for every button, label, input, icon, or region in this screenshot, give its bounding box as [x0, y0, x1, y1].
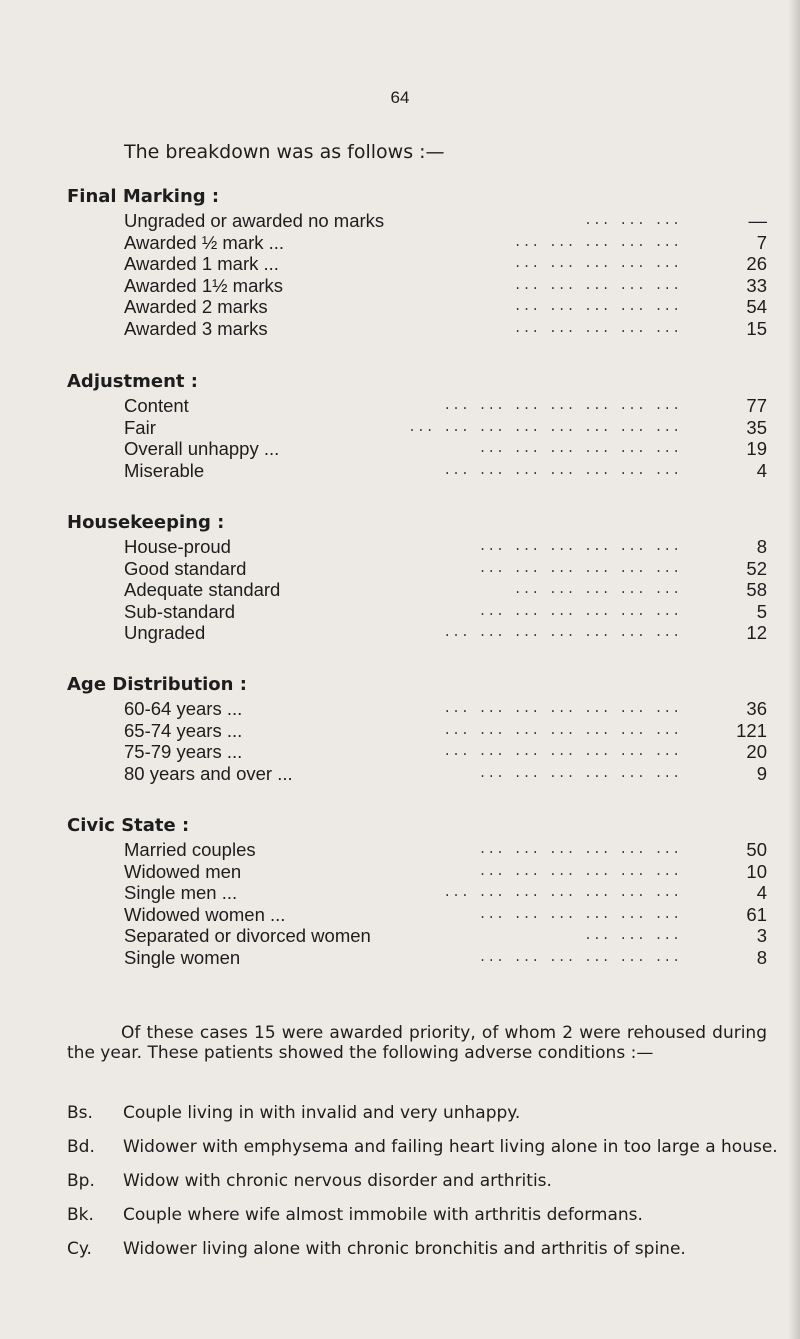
leader-dots: ... ... ... ... ... ...: [478, 842, 681, 857]
leader-dots: ... ... ... ... ... ...: [478, 539, 681, 554]
row-label: Married couples: [124, 839, 256, 860]
table-row: [124, 253, 767, 275]
page-number: 64: [390, 88, 410, 107]
section-age-distribution: [67, 672, 767, 784]
intro-line: The breakdown was as follows :—: [124, 141, 445, 163]
leader-dots: ... ... ... ... ...: [513, 320, 681, 336]
section-adjustment: [67, 369, 767, 481]
table-row: [124, 296, 767, 318]
leader-dots: ... ... ... ... ... ... ...: [443, 722, 681, 738]
row-label: Awarded 1 mark ...: [124, 253, 279, 274]
row-label: Widowed women ...: [124, 903, 286, 925]
row-value: 5: [756, 600, 767, 622]
leader-dots: ... ... ... ... ...: [513, 299, 681, 314]
row-label: Miserable: [124, 459, 205, 481]
table-row: [124, 741, 767, 763]
leader-dots: ... ... ... ... ... ... ...: [443, 744, 681, 759]
row-label: Single women: [124, 946, 241, 968]
row-label: Overall unhappy ...: [124, 438, 280, 459]
row-label: Adequate standard: [124, 579, 281, 600]
leader-dots: ... ... ... ... ... ... ...: [443, 398, 681, 413]
section-heading: Adjustment :: [67, 371, 198, 392]
table-row: [124, 601, 767, 623]
row-label: Awarded 2 marks: [124, 296, 268, 317]
table-row: [124, 904, 767, 926]
table-row: [124, 622, 767, 644]
row-label: 65-74 years ...: [124, 719, 243, 741]
leader-dots: ... ... ... ... ...: [513, 256, 681, 271]
row-label: Good standard: [124, 557, 247, 579]
case-code: Bs.: [67, 1103, 93, 1123]
case-description: Widower living alone with chronic bronchitis and arthritis of spine.: [123, 1239, 686, 1259]
case-description: Couple where wife almost immobile with arthritis deformans.: [123, 1205, 643, 1225]
row-value: 26: [746, 253, 767, 274]
table-row: [124, 925, 767, 947]
row-value: 3: [756, 925, 767, 946]
row-value: 10: [746, 860, 767, 882]
section-heading: Civic State :: [67, 815, 190, 836]
row-label: Separated or divorced women: [124, 925, 371, 946]
row-value: 20: [746, 741, 767, 762]
row-value: 33: [746, 274, 767, 296]
table-row: [124, 536, 767, 558]
leader-dots: ... ... ... ... ... ... ... ...: [408, 419, 681, 435]
leader-dots: ... ... ... ... ... ... ...: [443, 701, 681, 716]
row-value: 4: [756, 459, 767, 481]
table-row: [124, 395, 767, 417]
row-value: 4: [756, 882, 767, 903]
table-row: [124, 947, 767, 969]
table-row: [124, 417, 767, 439]
leader-dots: ... ... ... ... ... ...: [478, 441, 681, 456]
section-housekeeping: [67, 510, 767, 644]
row-label: Ungraded: [124, 622, 206, 643]
leader-dots: ... ... ... ... ... ...: [478, 560, 681, 576]
row-value: 35: [746, 416, 767, 438]
section-final-marking: [67, 184, 767, 339]
case-code: Bd.: [67, 1137, 95, 1157]
case-code: Bk.: [67, 1205, 94, 1225]
row-value: 7: [756, 231, 767, 253]
leader-dots: ... ... ... ... ...: [513, 277, 681, 293]
row-label: 60-64 years ...: [124, 698, 243, 719]
row-label: Single men ...: [124, 882, 238, 903]
leader-dots: ... ... ... ... ... ...: [478, 863, 681, 879]
row-label: Sub-standard: [124, 600, 236, 622]
table-row: [124, 558, 767, 580]
row-value: 52: [746, 557, 767, 579]
leader-dots: ... ... ... ... ... ... ...: [443, 462, 681, 478]
row-label: Ungraded or awarded no marks: [124, 210, 385, 231]
row-label: House-proud: [124, 536, 231, 557]
leader-dots: ... ... ... ... ... ...: [478, 603, 681, 619]
row-label: 75-79 years ...: [124, 741, 243, 762]
table-row: [124, 460, 767, 482]
table-row: [124, 318, 767, 340]
case-code: Cy.: [67, 1239, 92, 1259]
section-heading: Age Distribution :: [67, 674, 247, 695]
leader-dots: ... ... ...: [584, 928, 681, 943]
table-row: [124, 698, 767, 720]
row-value: 50: [746, 839, 767, 860]
row-value: 9: [756, 762, 767, 784]
leader-dots: ... ... ... ... ...: [513, 582, 681, 597]
row-value: 121: [736, 719, 767, 741]
row-value: 8: [756, 946, 767, 968]
table-row: [124, 882, 767, 904]
table-row: [124, 232, 767, 254]
row-label: Awarded 3 marks: [124, 317, 268, 339]
row-value: —: [748, 210, 767, 231]
row-value: 77: [746, 395, 767, 416]
list-item: [67, 1171, 779, 1191]
table-row: [124, 275, 767, 297]
table-row: [124, 720, 767, 742]
case-code: Bp.: [67, 1171, 95, 1191]
leader-dots: ... ... ... ... ... ... ...: [443, 885, 681, 900]
row-value: 58: [746, 579, 767, 600]
table-row: [124, 839, 767, 861]
row-value: 12: [746, 622, 767, 643]
table-row: [124, 579, 767, 601]
list-item: [67, 1103, 779, 1123]
row-label: Awarded 1½ marks: [124, 274, 284, 296]
row-label: Fair: [124, 416, 156, 438]
leader-dots: ... ... ... ... ... ... ...: [443, 625, 681, 640]
case-description: Widow with chronic nervous disorder and arthritis.: [123, 1171, 552, 1191]
row-value: 8: [756, 536, 767, 557]
row-value: 36: [746, 698, 767, 719]
row-value: 15: [746, 317, 767, 339]
section-heading: Final Marking :: [67, 186, 220, 207]
case-description: Widower with emphysema and failing heart living alone in too large a house.: [123, 1137, 778, 1157]
list-item: [67, 1205, 779, 1225]
case-description: Couple living in with invalid and very unhappy.: [123, 1103, 521, 1123]
page-edge: [788, 0, 800, 1339]
table-row: [124, 861, 767, 883]
table-row: [124, 438, 767, 460]
table-row: [124, 763, 767, 785]
list-item: [67, 1239, 779, 1259]
summary-paragraph: Of these cases 15 were awarded priority, of whom 2 were rehoused during the year. These patients showed the following adverse conditions :—: [67, 1023, 767, 1063]
section-civic-state: [67, 813, 767, 968]
row-value: 54: [746, 296, 767, 317]
leader-dots: ... ... ... ... ... ...: [478, 765, 681, 781]
leader-dots: ... ... ...: [584, 213, 681, 228]
case-list: [67, 1103, 779, 1273]
row-label: Content: [124, 395, 189, 416]
table-row: [124, 210, 767, 232]
row-label: Awarded ½ mark ...: [124, 231, 285, 253]
leader-dots: ... ... ... ... ... ...: [478, 949, 681, 965]
row-value: 61: [746, 903, 767, 925]
row-label: Widowed men: [124, 860, 242, 882]
list-item: [67, 1137, 779, 1157]
section-heading: Housekeeping :: [67, 512, 225, 533]
row-label: 80 years and over ...: [124, 762, 293, 784]
leader-dots: ... ... ... ... ...: [513, 234, 681, 250]
row-value: 19: [746, 438, 767, 459]
leader-dots: ... ... ... ... ... ...: [478, 906, 681, 922]
